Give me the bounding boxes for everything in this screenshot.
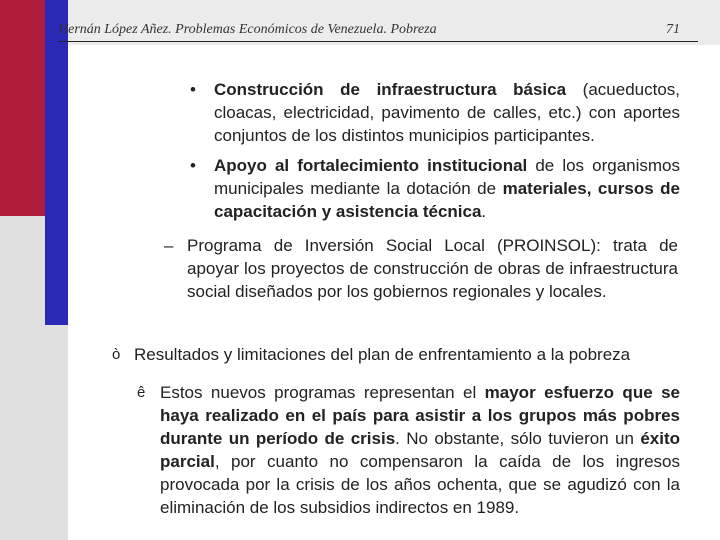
sub-item-text: . No obstante, sólo tuvieron un — [395, 429, 641, 448]
bullet-marker: • — [190, 156, 196, 175]
sub-item-marker: ê — [137, 384, 146, 401]
bullet-text: de los organismos municipales mediante la dotación de — [214, 156, 681, 198]
bullet-text: (acueductos, cloacas, electricidad, pavimento de calles, etc.) con aportes conjuntos de los distintos municipios participantes. — [214, 80, 680, 145]
sub-item-bold-text: éxito parcial — [160, 429, 680, 471]
bullet-bold-text: materiales, cursos de capacitación y asistencia técnica — [214, 179, 681, 221]
sub-item-bold-text: mayor esfuerzo que se haya realizado en el país para asistir a los grupos más pobres durante un período de crisis — [160, 383, 680, 448]
dash-marker: – — [164, 236, 174, 255]
page-number: 71 — [666, 22, 680, 37]
sub-item-text: Estos nuevos programas representan el — [160, 383, 485, 402]
header-rule — [58, 41, 698, 42]
section-marker: ò — [112, 346, 121, 363]
bullet-text: . — [481, 202, 487, 221]
sub-item-text: , por cuanto no compensaron la caída de los ingresos provocada por la crisis de los años ochenta, que se agudizó con la eliminación de los subsidios indirectos en 1989. — [160, 452, 680, 517]
dash-item-proinsol: Programa de Inversión Social Local (PROINSOL): trata de apoyar los proyectos de construcción de obras de infraestructura social diseñados por los gobiernos regionales y locales. — [187, 236, 678, 301]
bullet-bold-text: Construcción de infraestructura básica — [214, 80, 567, 99]
bullet-bold-text: Apoyo al fortalecimiento institucional — [214, 156, 528, 175]
section-heading: Resultados y limitaciones del plan de enfrentamiento a la pobreza — [134, 345, 631, 364]
bullet-marker: • — [190, 80, 196, 99]
bullet-item-institutional — [214, 154, 680, 223]
bullet-item-infrastructure — [214, 78, 680, 147]
left-blue-band — [45, 0, 68, 325]
header-title: Hernán López Añez. Problemas Económicos de Venezuela. Pobreza — [58, 22, 437, 37]
sub-item-results — [160, 381, 680, 519]
